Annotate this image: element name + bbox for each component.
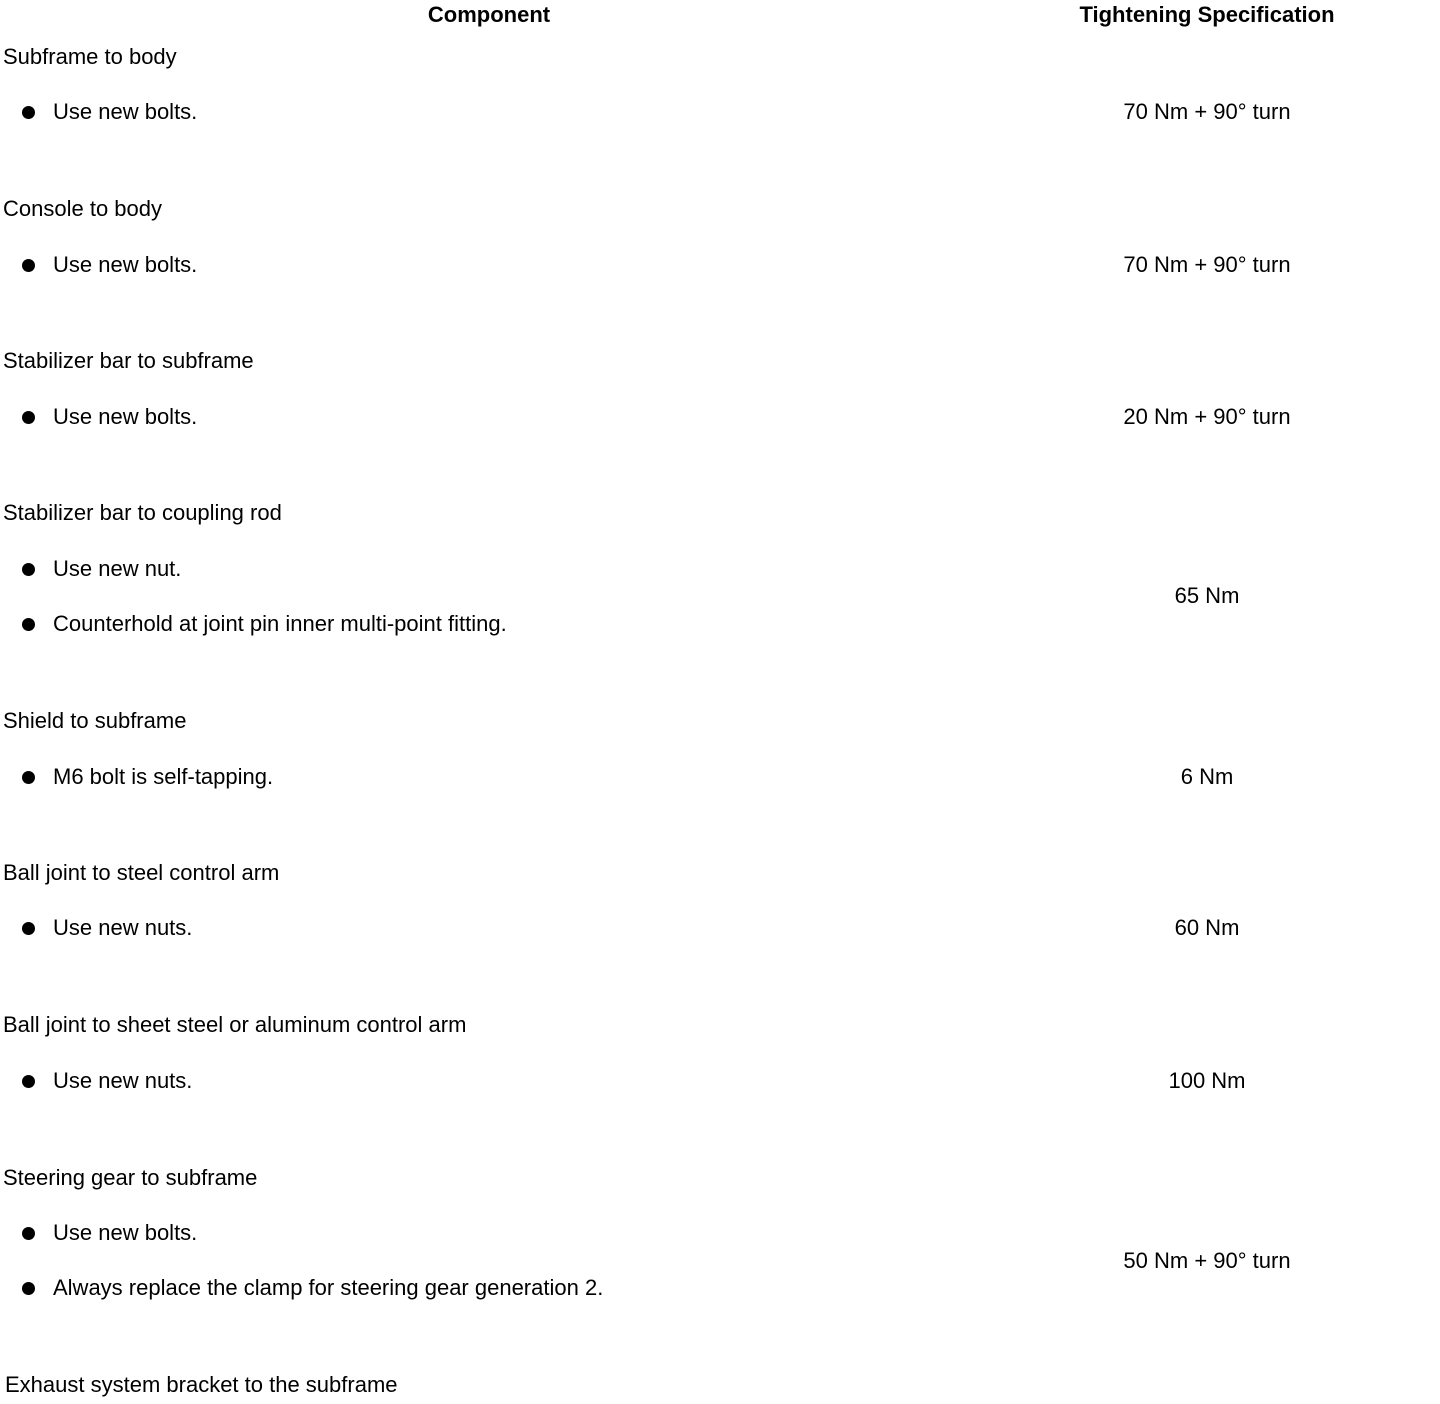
note-item xyxy=(0,1066,1000,1096)
note-item xyxy=(0,609,1000,639)
note-text: Counterhold at joint pin inner multi-point fitting. xyxy=(53,611,507,636)
component-column-header: Component xyxy=(427,2,551,27)
tightening-specification: 6 Nm xyxy=(1180,764,1234,789)
component-name: Exhaust system bracket to the subframe xyxy=(5,1372,398,1397)
bullet-icon xyxy=(22,771,35,784)
component-name: Console to body xyxy=(3,196,162,221)
bullet-icon xyxy=(22,922,35,935)
note-text: Use new nuts. xyxy=(53,915,193,940)
note-text: Use new nuts. xyxy=(53,1068,193,1093)
bullet-icon xyxy=(22,1075,35,1088)
component-name: Ball joint to sheet steel or aluminum control arm xyxy=(3,1012,467,1037)
note-item xyxy=(0,250,1000,280)
tightening-specification: 50 Nm + 90° turn xyxy=(1123,1248,1291,1273)
bullet-icon xyxy=(22,259,35,272)
note-item xyxy=(0,402,1000,432)
table-header xyxy=(0,0,1440,30)
tightening-specification: 70 Nm + 90° turn xyxy=(1123,252,1291,277)
note-item xyxy=(0,1273,1000,1303)
component-name: Subframe to body xyxy=(3,44,177,69)
note-text: Use new bolts. xyxy=(53,404,198,429)
bullet-icon xyxy=(22,618,35,631)
note-text: M6 bolt is self-tapping. xyxy=(53,764,274,789)
note-text: Use new bolts. xyxy=(53,1220,198,1245)
tightening-specification: 65 Nm xyxy=(1174,583,1240,608)
note-text: Use new bolts. xyxy=(53,252,198,277)
note-item xyxy=(0,913,1000,943)
note-text: Use new nut. xyxy=(53,556,182,581)
bullet-icon xyxy=(22,1282,35,1295)
component-name: Stabilizer bar to coupling rod xyxy=(3,500,282,525)
note-text: Always replace the clamp for steering gear generation 2. xyxy=(53,1275,604,1300)
component-name: Steering gear to subframe xyxy=(3,1165,258,1190)
component-name: Stabilizer bar to subframe xyxy=(3,348,254,373)
note-item xyxy=(0,762,1000,792)
tightening-specification: 100 Nm xyxy=(1168,1068,1246,1093)
bullet-icon xyxy=(22,106,35,119)
note-text: Use new bolts. xyxy=(53,99,198,124)
tightening-specification: 70 Nm + 90° turn xyxy=(1123,99,1291,124)
component-name: Ball joint to steel control arm xyxy=(3,860,280,885)
note-item xyxy=(0,554,1000,584)
bullet-icon xyxy=(22,411,35,424)
component-name: Shield to subframe xyxy=(3,708,187,733)
bullet-icon xyxy=(22,1227,35,1240)
tightening-specification: 20 Nm + 90° turn xyxy=(1123,404,1291,429)
note-item xyxy=(0,97,1000,127)
note-item xyxy=(0,1218,1000,1248)
bullet-icon xyxy=(22,563,35,576)
specification-column-header: Tightening Specification xyxy=(1079,2,1335,27)
tightening-specification: 60 Nm xyxy=(1174,915,1240,940)
